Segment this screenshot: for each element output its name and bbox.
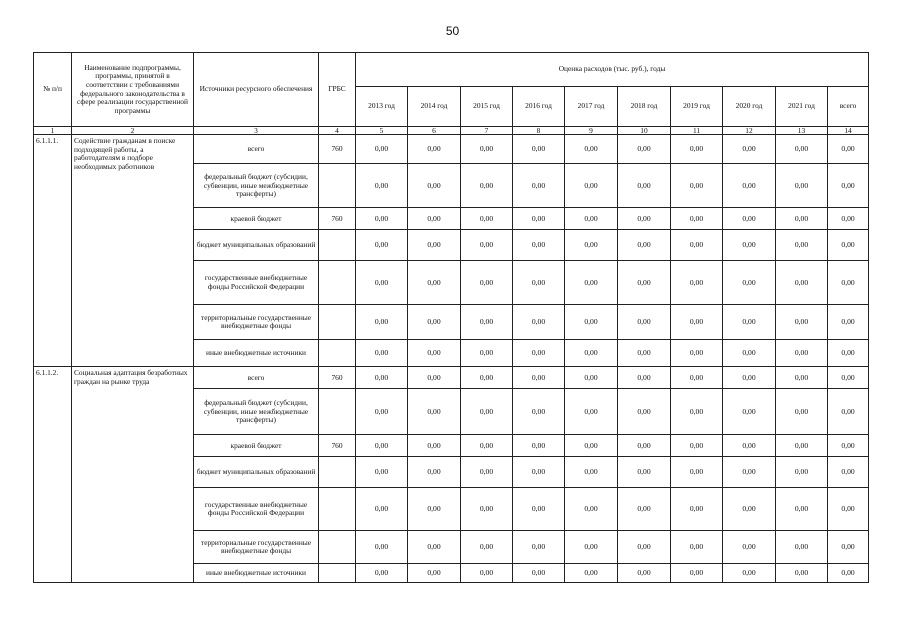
value-cell: 0,00 [356, 488, 408, 531]
value-cell: 0,00 [408, 340, 461, 367]
value-cell: 0,00 [618, 435, 671, 457]
grbs-cell [319, 164, 356, 208]
source-cell: краевой бюджет [194, 435, 319, 457]
header-index: 13 [776, 127, 828, 135]
header-index: 12 [723, 127, 776, 135]
value-cell: 0,00 [565, 488, 618, 531]
value-cell: 0,00 [618, 488, 671, 531]
grbs-cell: 760 [319, 435, 356, 457]
header-index: 2 [72, 127, 194, 135]
value-cell: 0,00 [513, 261, 565, 305]
value-cell: 0,00 [828, 564, 869, 583]
header-year: 2017 год [565, 87, 618, 127]
value-cell: 0,00 [828, 135, 869, 164]
value-cell: 0,00 [618, 135, 671, 164]
header-year: 2013 год [356, 87, 408, 127]
header-source: Источники ресурсного обеспечения [194, 53, 319, 127]
table-row [34, 367, 869, 389]
value-cell: 0,00 [356, 261, 408, 305]
value-cell: 0,00 [408, 389, 461, 435]
grbs-cell [319, 531, 356, 564]
header-year: 2015 год [461, 87, 513, 127]
source-cell: бюджет муниципальных образований [194, 457, 319, 488]
header-index: 3 [194, 127, 319, 135]
source-cell: иные внебюджетные источники [194, 340, 319, 367]
value-cell: 0,00 [723, 230, 776, 261]
header-year: 2019 год [671, 87, 723, 127]
value-cell: 0,00 [461, 135, 513, 164]
value-cell: 0,00 [565, 435, 618, 457]
source-cell: государственные внебюджетные фонды Российской Федерации [194, 488, 319, 531]
value-cell: 0,00 [461, 340, 513, 367]
value-cell: 0,00 [461, 488, 513, 531]
value-cell: 0,00 [356, 208, 408, 230]
grbs-cell [319, 261, 356, 305]
value-cell: 0,00 [618, 564, 671, 583]
value-cell: 0,00 [565, 230, 618, 261]
value-cell: 0,00 [461, 564, 513, 583]
value-cell: 0,00 [723, 488, 776, 531]
header-year: 2021 год [776, 87, 828, 127]
value-cell: 0,00 [408, 531, 461, 564]
value-cell: 0,00 [565, 367, 618, 389]
value-cell: 0,00 [671, 564, 723, 583]
value-cell: 0,00 [513, 305, 565, 340]
header-index: 10 [618, 127, 671, 135]
source-cell: бюджет муниципальных образований [194, 230, 319, 261]
header-year: всего [828, 87, 869, 127]
value-cell: 0,00 [828, 488, 869, 531]
value-cell: 0,00 [513, 230, 565, 261]
grbs-cell [319, 230, 356, 261]
value-cell: 0,00 [565, 457, 618, 488]
value-cell: 0,00 [776, 340, 828, 367]
budget-table [33, 52, 869, 583]
header-index: 11 [671, 127, 723, 135]
value-cell: 0,00 [461, 531, 513, 564]
value-cell: 0,00 [618, 367, 671, 389]
header-index: 1 [34, 127, 72, 135]
value-cell: 0,00 [565, 564, 618, 583]
value-cell: 0,00 [828, 164, 869, 208]
value-cell: 0,00 [618, 457, 671, 488]
value-cell: 0,00 [356, 564, 408, 583]
item-number: 6.1.1.1. [34, 135, 72, 367]
value-cell: 0,00 [513, 435, 565, 457]
value-cell: 0,00 [671, 230, 723, 261]
value-cell: 0,00 [565, 340, 618, 367]
value-cell: 0,00 [828, 340, 869, 367]
value-cell: 0,00 [461, 389, 513, 435]
value-cell: 0,00 [461, 208, 513, 230]
value-cell: 0,00 [513, 164, 565, 208]
value-cell: 0,00 [513, 340, 565, 367]
value-cell: 0,00 [461, 435, 513, 457]
value-cell: 0,00 [671, 261, 723, 305]
value-cell: 0,00 [408, 367, 461, 389]
value-cell: 0,00 [776, 230, 828, 261]
value-cell: 0,00 [513, 457, 565, 488]
item-name: Социальная адаптация безработных граждан на рынке труда [72, 367, 194, 583]
value-cell: 0,00 [828, 208, 869, 230]
source-cell: государственные внебюджетные фонды Российской Федерации [194, 261, 319, 305]
value-cell: 0,00 [671, 164, 723, 208]
value-cell: 0,00 [618, 531, 671, 564]
value-cell: 0,00 [513, 531, 565, 564]
value-cell: 0,00 [671, 340, 723, 367]
value-cell: 0,00 [618, 305, 671, 340]
item-number: 6.1.1.2. [34, 367, 72, 583]
value-cell: 0,00 [356, 435, 408, 457]
value-cell: 0,00 [565, 531, 618, 564]
header-year: 2016 год [513, 87, 565, 127]
value-cell: 0,00 [356, 457, 408, 488]
value-cell: 0,00 [723, 135, 776, 164]
table-header [34, 53, 869, 135]
value-cell: 0,00 [565, 208, 618, 230]
value-cell: 0,00 [723, 457, 776, 488]
source-cell: краевой бюджет [194, 208, 319, 230]
header-index: 7 [461, 127, 513, 135]
source-cell: федеральный бюджет (субсидии, субвенции, иные межбюджетные трансферты) [194, 164, 319, 208]
value-cell: 0,00 [618, 261, 671, 305]
value-cell: 0,00 [513, 564, 565, 583]
header-num: № п/п [34, 53, 72, 127]
value-cell: 0,00 [723, 340, 776, 367]
grbs-cell: 760 [319, 367, 356, 389]
value-cell: 0,00 [408, 435, 461, 457]
header-grbs: ГРБС [319, 53, 356, 127]
source-cell: иные внебюджетные источники [194, 564, 319, 583]
value-cell: 0,00 [723, 564, 776, 583]
value-cell: 0,00 [671, 457, 723, 488]
item-name: Содействие гражданам в поиске подходящей работы, а работодателям в подборе необходимых работников [72, 135, 194, 367]
value-cell: 0,00 [408, 230, 461, 261]
value-cell: 0,00 [671, 208, 723, 230]
value-cell: 0,00 [671, 435, 723, 457]
source-cell: федеральный бюджет (субсидии, субвенции, иные межбюджетные трансферты) [194, 389, 319, 435]
value-cell: 0,00 [776, 435, 828, 457]
value-cell: 0,00 [565, 135, 618, 164]
header-name: Наименование подпрограммы, программы, принятой в соответствии с требованиями федерального законодательства в сфере реализации государственной программы [72, 53, 194, 127]
value-cell: 0,00 [671, 305, 723, 340]
value-cell: 0,00 [513, 389, 565, 435]
header-index: 14 [828, 127, 869, 135]
value-cell: 0,00 [776, 367, 828, 389]
value-cell: 0,00 [671, 367, 723, 389]
value-cell: 0,00 [723, 305, 776, 340]
value-cell: 0,00 [461, 230, 513, 261]
value-cell: 0,00 [408, 564, 461, 583]
value-cell: 0,00 [408, 135, 461, 164]
source-cell: всего [194, 135, 319, 164]
index-row [34, 127, 869, 135]
value-cell: 0,00 [671, 135, 723, 164]
value-cell: 0,00 [618, 340, 671, 367]
value-cell: 0,00 [618, 208, 671, 230]
value-cell: 0,00 [356, 305, 408, 340]
value-cell: 0,00 [828, 457, 869, 488]
value-cell: 0,00 [776, 305, 828, 340]
value-cell: 0,00 [356, 340, 408, 367]
value-cell: 0,00 [776, 164, 828, 208]
value-cell: 0,00 [565, 164, 618, 208]
value-cell: 0,00 [618, 164, 671, 208]
value-cell: 0,00 [723, 367, 776, 389]
value-cell: 0,00 [513, 135, 565, 164]
value-cell: 0,00 [723, 531, 776, 564]
value-cell: 0,00 [723, 261, 776, 305]
value-cell: 0,00 [513, 208, 565, 230]
value-cell: 0,00 [723, 435, 776, 457]
value-cell: 0,00 [618, 230, 671, 261]
value-cell: 0,00 [828, 389, 869, 435]
header-year: 2020 год [723, 87, 776, 127]
grbs-cell [319, 564, 356, 583]
value-cell: 0,00 [565, 305, 618, 340]
page-number: 50 [445, 24, 460, 38]
grbs-cell [319, 488, 356, 531]
source-cell: территориальные государственные внебюджетные фонды [194, 531, 319, 564]
value-cell: 0,00 [408, 457, 461, 488]
value-cell: 0,00 [776, 457, 828, 488]
value-cell: 0,00 [828, 367, 869, 389]
table-row [34, 135, 869, 164]
value-cell: 0,00 [723, 389, 776, 435]
value-cell: 0,00 [461, 457, 513, 488]
value-cell: 0,00 [356, 135, 408, 164]
value-cell: 0,00 [776, 261, 828, 305]
header-index: 6 [408, 127, 461, 135]
value-cell: 0,00 [408, 488, 461, 531]
grbs-cell [319, 305, 356, 340]
value-cell: 0,00 [776, 208, 828, 230]
value-cell: 0,00 [513, 367, 565, 389]
value-cell: 0,00 [776, 488, 828, 531]
header-index: 8 [513, 127, 565, 135]
value-cell: 0,00 [828, 305, 869, 340]
table-body [34, 135, 869, 583]
grbs-cell [319, 389, 356, 435]
value-cell: 0,00 [828, 230, 869, 261]
value-cell: 0,00 [671, 531, 723, 564]
header-year: 2018 год [618, 87, 671, 127]
header-estimate: Оценка расходов (тыс. руб.), годы [356, 53, 869, 87]
value-cell: 0,00 [356, 367, 408, 389]
value-cell: 0,00 [671, 488, 723, 531]
value-cell: 0,00 [408, 261, 461, 305]
source-cell: всего [194, 367, 319, 389]
value-cell: 0,00 [723, 208, 776, 230]
grbs-cell [319, 340, 356, 367]
value-cell: 0,00 [461, 367, 513, 389]
grbs-cell [319, 457, 356, 488]
value-cell: 0,00 [408, 164, 461, 208]
value-cell: 0,00 [828, 261, 869, 305]
value-cell: 0,00 [408, 305, 461, 340]
header-index: 4 [319, 127, 356, 135]
value-cell: 0,00 [356, 230, 408, 261]
value-cell: 0,00 [356, 389, 408, 435]
grbs-cell: 760 [319, 208, 356, 230]
source-cell: территориальные государственные внебюджетные фонды [194, 305, 319, 340]
header-year: 2014 год [408, 87, 461, 127]
value-cell: 0,00 [828, 531, 869, 564]
value-cell: 0,00 [513, 488, 565, 531]
value-cell: 0,00 [723, 164, 776, 208]
value-cell: 0,00 [408, 208, 461, 230]
value-cell: 0,00 [618, 389, 671, 435]
value-cell: 0,00 [565, 389, 618, 435]
value-cell: 0,00 [828, 435, 869, 457]
value-cell: 0,00 [776, 135, 828, 164]
value-cell: 0,00 [461, 164, 513, 208]
value-cell: 0,00 [356, 164, 408, 208]
value-cell: 0,00 [776, 564, 828, 583]
value-cell: 0,00 [461, 261, 513, 305]
grbs-cell: 760 [319, 135, 356, 164]
value-cell: 0,00 [461, 305, 513, 340]
value-cell: 0,00 [356, 531, 408, 564]
header-index: 9 [565, 127, 618, 135]
header-index: 5 [356, 127, 408, 135]
value-cell: 0,00 [776, 389, 828, 435]
value-cell: 0,00 [671, 389, 723, 435]
value-cell: 0,00 [776, 531, 828, 564]
value-cell: 0,00 [565, 261, 618, 305]
